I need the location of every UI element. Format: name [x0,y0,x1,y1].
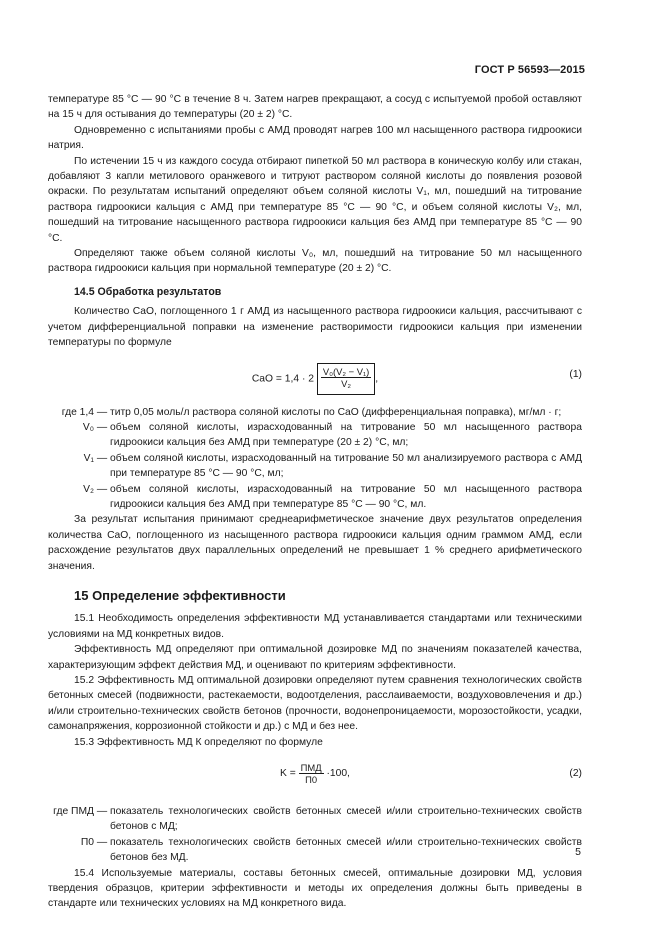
formula-2-rhs: ·100, [326,768,350,780]
paragraph: 15.1 Необходимость определения эффективности МД устанавливается стандартами или техническими условиями на МД конкретных видов. [48,613,582,640]
formula-1-fraction [321,366,371,389]
paragraph: 15.2 Эффективность МД оптимальной дозировки определяют путем сравнения технологических свойств бетонных смесей (подвижности, растекаемости, водоотделения, расслаиваемости, воздухововлечения и др.) и/или строительно-технических свойств бетонов (прочности, водонепроницаемости, морозостойкости, усадки, самонапряжения, коррозионной стойкости и др.) с МД и без нее. [48,675,582,733]
definition-text: показатель технологических свойств бетонных смесей и/или строительно-технических свойств бетонов без МД. [110,836,582,864]
definition-text: объем соляной кислоты, израсходованный на титрование 50 мл анализируемого раствора с АМД при температуре 85 °С — 90 °С, мл; [110,452,582,480]
paragraph: Эффективность МД определяют при оптимальной дозировке МД по значениям показателей качества, характеризующим эффект действия МД, и оценивают по критериям эффективности. [48,644,582,671]
formula-1-numerator: V₀(V₂ − V₁) [322,366,370,378]
definition-symbol: где ПМД [53,806,94,818]
formula-1-bracket [317,363,375,395]
definition-row: где 1,4 — титр 0,05 моль/л раствора соляной кислоты по CaO (дифференциальная поправка), мг/мл · г; [48,405,582,420]
definition-text: титр 0,05 моль/л раствора соляной кислоты по CaO (дифференциальная поправка), мг/мл · г; [110,406,562,418]
formula-1-denominator: V₂ [341,378,351,390]
definition-row: V₀ — объем соляной кислоты, израсходованный на титрование 50 мл насыщенного раствора гидроокиси кальция без АМД при температуре (20 ± 2) °С, мл; [48,420,582,451]
paragraph: Определяют также объем соляной кислоты V₀, мл, пошедший на титрование 50 мл насыщенного раствора гидроокиси кальция при нормальной температуре (20 ± 2) °С. [48,248,582,275]
definition-text: объем соляной кислоты, израсходованный на титрование 50 мл насыщенного раствора гидроокиси кальция без АМД при температуре 85 °С — 90 °С, мл. [110,483,582,510]
formula-1-definitions [48,405,582,513]
formula-1-lhs: CaO = 1,4 · 2 [251,373,314,385]
formula-2 [48,754,582,798]
definition-symbol: V₂ [83,483,94,495]
paragraph: Одновременно с испытаниями пробы с АМД проводят нагрев 100 мл насыщенного раствора гидроокиси натрия. [48,124,582,152]
paragraph: По истечении 15 ч из каждого сосуда отбирают пипеткой 50 мл раствора в коническую колбу или стакан, добавляют 3 капли метилового оранжевого и титруют раствором соляной кислоты до появления розовой окраски. По результатам испытаний определяют объем соляной кислоты V₁, мл, пошедший на титрование раствора гидроокиси кальция с АМД при температуре 85 °С — 90 °С, и объем соляной кислоты V₂, мл, пошедший на титрование насыщенного раствора гидроокиси кальция без АМД при температуре 85 °С — 90 °С. [48,155,582,244]
paragraph: Количество CaO, поглощенного 1 г АМД из насыщенного раствора гидроокиси кальция, рассчитывают с учетом дифференциальной поправки на изменение растворимости гидроокиси кальция при изменении температуры по формуле [48,306,582,349]
section-heading-15: 15 Определение эффективности [74,587,286,603]
standard-header: ГОСТ Р 56593—2015 [474,64,585,76]
paragraph: За результат испытания принимают среднеарифметическое значение двух результатов определения количества CaO, поглощенного из насыщенного раствора гидроокиси кальция одним граммом АМД, если расхождение результатов двух параллельных определений не превышает 1 % среднего арифметического значения. [48,514,582,572]
paragraph: 15.4 Используемые материалы, составы бетонных смесей, оптимальные дозировки МД, условия твердения образцов, критерии эффективности и методы их определения должны быть приведены в стандарте или технических условиях на МД конкретного вида. [48,867,582,910]
formula-2-numerator: ПМД [300,762,322,774]
definition-row: V₁ — объем соляной кислоты, израсходованный на титрование 50 мл анализируемого раствора с АМД при температуре 85 °С — 90 °С, мл; [48,451,582,482]
definition-text: объем соляной кислоты, израсходованный на титрование 50 мл насыщенного раствора гидроокиси кальция без АМД при температуре (20 ± 2) °С, мл; [110,421,582,449]
paragraph: 15.3 Эффективность МД К определяют по формуле [74,736,323,748]
formula-2-denominator: П0 [305,774,318,786]
definition-symbol: V₁ [83,452,94,464]
definition-symbol: где 1,4 [61,406,94,418]
paragraph: температуре 85 °С — 90 °С в течение 8 ч. Затем нагрев прекращают, а сосуд с испытуемой пробой оставляют на 15 ч для остывания до температуры (20 ± 2) °С. [48,94,582,121]
definition-symbol: П0 [80,836,94,848]
definition-row: где ПМД — показатель технологических свойств бетонных смесей и/или строительно-технических свойств бетонов с МД; [48,804,582,835]
document-body [48,92,582,912]
formula-2-number: (2) [569,768,582,780]
definition-text: показатель технологических свойств бетонных смесей и/или строительно-технических свойств бетонов с МД; [110,806,582,833]
formula-2-lhs: K = [280,768,296,780]
formula-1-number: (1) [569,368,582,380]
page-number: 5 [575,846,581,858]
section-heading-14-5: 14.5 Обработка результатов [74,285,222,298]
formula-2-fraction [299,762,324,785]
definition-row: П0 — показатель технологических свойств бетонных смесей и/или строительно-технических свойств бетонов без МД. [48,835,582,866]
definition-symbol: V₀ [82,421,94,433]
definition-row: V₂ — объем соляной кислоты, израсходованный на титрование 50 мл насыщенного раствора гидроокиси кальция без АМД при температуре 85 °С — 90 °С, мл. [48,482,582,513]
formula-1: CaO = 1,4 · 2 $\frac{\text{V₀(V₂ − V₁)}}{\text{V₂}}$ , (1) [48,355,582,399]
formula-2-definitions [48,804,582,866]
